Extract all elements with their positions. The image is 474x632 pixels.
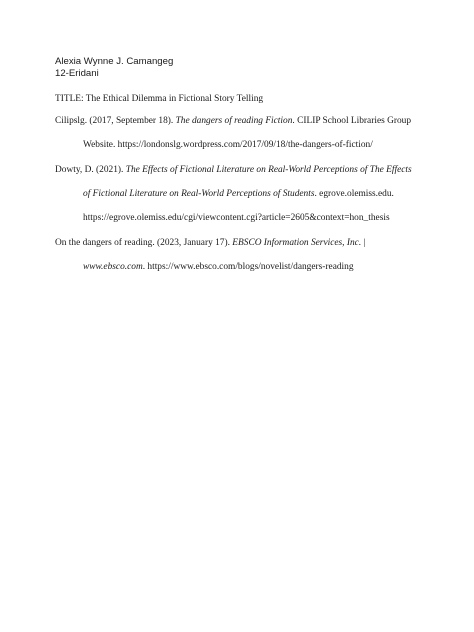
reference-2-title-part-1: The Effects of Fictional Literature on Real-World Perceptions of The Effects	[125, 165, 412, 175]
reference-2-line-3	[83, 212, 390, 224]
reference-3-line-2	[83, 261, 354, 273]
reference-3-line-1	[55, 237, 365, 249]
reference-1-publisher: . CILIP School Libraries Group	[292, 116, 412, 126]
reference-1-title: The dangers of reading Fiction	[175, 116, 293, 126]
reference-1-author-date: Cilipslg. (2017, September 18).	[55, 116, 176, 126]
reference-2-line-1	[55, 164, 412, 176]
reference-2-publisher: . egrove.olemiss.edu.	[314, 189, 394, 199]
reference-1-line-1	[55, 115, 411, 127]
reference-3-separator: |	[361, 238, 366, 248]
reference-3-author-date: On the dangers of reading. (2023, January 17).	[55, 238, 233, 248]
reference-3-site: www.ebsco.com	[83, 262, 143, 272]
reference-1-line-2	[83, 139, 373, 151]
reference-2-line-2	[83, 188, 394, 200]
reference-2-author-date: Dowty, D. (2021).	[55, 165, 126, 175]
reference-1-url: Website. https://londonslg.wordpress.com/2017/09/18/the-dangers-of-fiction/	[83, 140, 373, 150]
document-title: TITLE: The Ethical Dilemma in Fictional Story Telling	[55, 94, 264, 104]
reference-2-title-part-2: of Fictional Literature on Real-World Perceptions of Students	[83, 189, 315, 199]
student-section: 12-Eridani	[55, 68, 99, 79]
reference-3-publisher: EBSCO Information Services, Inc.	[232, 238, 362, 248]
reference-3-url: . https://www.ebsco.com/blogs/novelist/dangers-reading	[142, 262, 354, 272]
reference-2-url: https://egrove.olemiss.edu/cgi/viewcontent.cgi?article=2605&context=hon_thesis	[83, 213, 390, 223]
student-name: Alexia Wynne J. Camangeg	[55, 56, 174, 67]
